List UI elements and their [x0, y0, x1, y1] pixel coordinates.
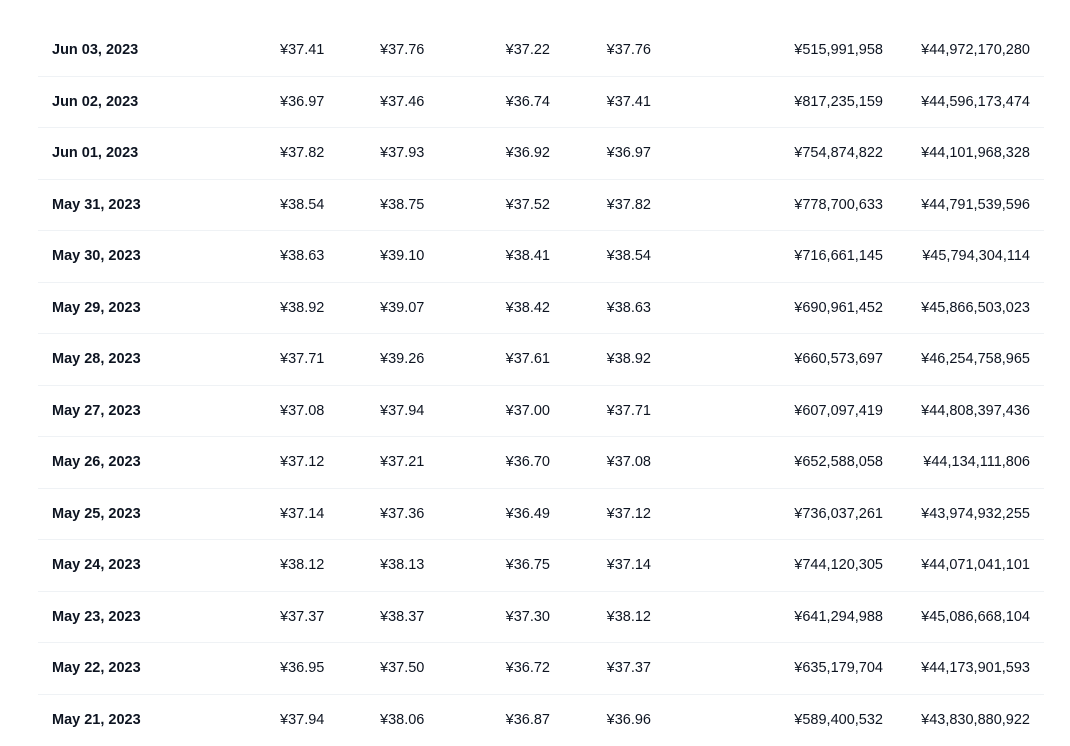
table-row: [38, 592, 1044, 644]
low-cell: ¥37.22: [506, 25, 550, 76]
high-cell: ¥38.37: [380, 592, 424, 643]
date-cell: May 22, 2023: [52, 643, 141, 694]
volume-cell: ¥641,294,988: [794, 592, 883, 643]
close-cell: ¥38.63: [607, 283, 651, 334]
low-cell: ¥36.72: [506, 643, 550, 694]
volume-cell: ¥660,573,697: [794, 334, 883, 385]
open-cell: ¥37.41: [280, 25, 324, 76]
high-cell: ¥37.76: [380, 25, 424, 76]
high-cell: ¥37.50: [380, 643, 424, 694]
high-cell: ¥38.06: [380, 695, 424, 746]
close-cell: ¥38.12: [607, 592, 651, 643]
high-cell: ¥37.93: [380, 128, 424, 179]
table-row: [38, 283, 1044, 335]
low-cell: ¥36.49: [506, 489, 550, 540]
volume-cell: ¥607,097,419: [794, 386, 883, 437]
table-row: [38, 386, 1044, 438]
close-cell: ¥36.97: [607, 128, 651, 179]
open-cell: ¥37.14: [280, 489, 324, 540]
table-row: [38, 540, 1044, 592]
open-cell: ¥37.82: [280, 128, 324, 179]
date-cell: May 21, 2023: [52, 695, 141, 746]
date-cell: May 27, 2023: [52, 386, 141, 437]
market-cap-cell: ¥44,134,111,806: [923, 437, 1030, 488]
open-cell: ¥37.94: [280, 695, 324, 746]
volume-cell: ¥652,588,058: [794, 437, 883, 488]
close-cell: ¥37.71: [607, 386, 651, 437]
date-cell: May 26, 2023: [52, 437, 141, 488]
open-cell: ¥37.37: [280, 592, 324, 643]
low-cell: ¥36.70: [506, 437, 550, 488]
market-cap-cell: ¥44,071,041,101: [921, 540, 1030, 591]
high-cell: ¥37.36: [380, 489, 424, 540]
open-cell: ¥37.12: [280, 437, 324, 488]
date-cell: May 23, 2023: [52, 592, 141, 643]
volume-cell: ¥817,235,159: [794, 77, 883, 128]
high-cell: ¥37.46: [380, 77, 424, 128]
market-cap-cell: ¥43,974,932,255: [921, 489, 1030, 540]
table-row: [38, 77, 1044, 129]
market-cap-cell: ¥44,791,539,596: [921, 180, 1030, 231]
volume-cell: ¥589,400,532: [794, 695, 883, 746]
open-cell: ¥36.97: [280, 77, 324, 128]
open-cell: ¥37.08: [280, 386, 324, 437]
market-cap-cell: ¥44,972,170,280: [921, 25, 1030, 76]
low-cell: ¥36.74: [506, 77, 550, 128]
close-cell: ¥37.76: [607, 25, 651, 76]
market-cap-cell: ¥44,173,901,593: [921, 643, 1030, 694]
open-cell: ¥38.54: [280, 180, 324, 231]
close-cell: ¥38.92: [607, 334, 651, 385]
low-cell: ¥37.00: [506, 386, 550, 437]
low-cell: ¥37.30: [506, 592, 550, 643]
high-cell: ¥38.75: [380, 180, 424, 231]
volume-cell: ¥690,961,452: [794, 283, 883, 334]
low-cell: ¥37.52: [506, 180, 550, 231]
low-cell: ¥37.61: [506, 334, 550, 385]
close-cell: ¥37.08: [607, 437, 651, 488]
market-cap-cell: ¥44,101,968,328: [921, 128, 1030, 179]
open-cell: ¥38.92: [280, 283, 324, 334]
volume-cell: ¥754,874,822: [794, 128, 883, 179]
close-cell: ¥38.54: [607, 231, 651, 282]
open-cell: ¥38.63: [280, 231, 324, 282]
table-row: [38, 489, 1044, 541]
table-row: [38, 128, 1044, 180]
low-cell: ¥38.42: [506, 283, 550, 334]
market-cap-cell: ¥44,596,173,474: [921, 77, 1030, 128]
market-cap-cell: ¥45,794,304,114: [922, 231, 1030, 282]
date-cell: Jun 03, 2023: [52, 25, 138, 76]
table-row: [38, 231, 1044, 283]
low-cell: ¥36.92: [506, 128, 550, 179]
volume-cell: ¥635,179,704: [794, 643, 883, 694]
low-cell: ¥36.87: [506, 695, 550, 746]
date-cell: May 25, 2023: [52, 489, 141, 540]
table-row: [38, 25, 1044, 77]
open-cell: ¥38.12: [280, 540, 324, 591]
table-row: [38, 695, 1044, 746]
low-cell: ¥36.75: [506, 540, 550, 591]
market-cap-cell: ¥45,866,503,023: [921, 283, 1030, 334]
table-row: [38, 643, 1044, 695]
high-cell: ¥39.07: [380, 283, 424, 334]
high-cell: ¥37.21: [380, 437, 424, 488]
open-cell: ¥37.71: [280, 334, 324, 385]
market-cap-cell: ¥44,808,397,436: [921, 386, 1030, 437]
market-cap-cell: ¥45,086,668,104: [921, 592, 1030, 643]
close-cell: ¥37.41: [607, 77, 651, 128]
volume-cell: ¥716,661,145: [794, 231, 883, 282]
table-row: [38, 437, 1044, 489]
volume-cell: ¥744,120,305: [794, 540, 883, 591]
open-cell: ¥36.95: [280, 643, 324, 694]
date-cell: May 30, 2023: [52, 231, 141, 282]
high-cell: ¥39.10: [380, 231, 424, 282]
historical-data-table: [38, 25, 1044, 746]
date-cell: May 28, 2023: [52, 334, 141, 385]
date-cell: May 24, 2023: [52, 540, 141, 591]
low-cell: ¥38.41: [506, 231, 550, 282]
date-cell: Jun 02, 2023: [52, 77, 138, 128]
close-cell: ¥37.12: [607, 489, 651, 540]
date-cell: May 29, 2023: [52, 283, 141, 334]
close-cell: ¥37.14: [607, 540, 651, 591]
high-cell: ¥38.13: [380, 540, 424, 591]
market-cap-cell: ¥43,830,880,922: [921, 695, 1030, 746]
table-row: [38, 180, 1044, 232]
volume-cell: ¥736,037,261: [794, 489, 883, 540]
close-cell: ¥36.96: [607, 695, 651, 746]
volume-cell: ¥515,991,958: [794, 25, 883, 76]
market-cap-cell: ¥46,254,758,965: [921, 334, 1030, 385]
date-cell: Jun 01, 2023: [52, 128, 138, 179]
volume-cell: ¥778,700,633: [794, 180, 883, 231]
date-cell: May 31, 2023: [52, 180, 141, 231]
close-cell: ¥37.82: [607, 180, 651, 231]
high-cell: ¥39.26: [380, 334, 424, 385]
high-cell: ¥37.94: [380, 386, 424, 437]
table-row: [38, 334, 1044, 386]
close-cell: ¥37.37: [607, 643, 651, 694]
